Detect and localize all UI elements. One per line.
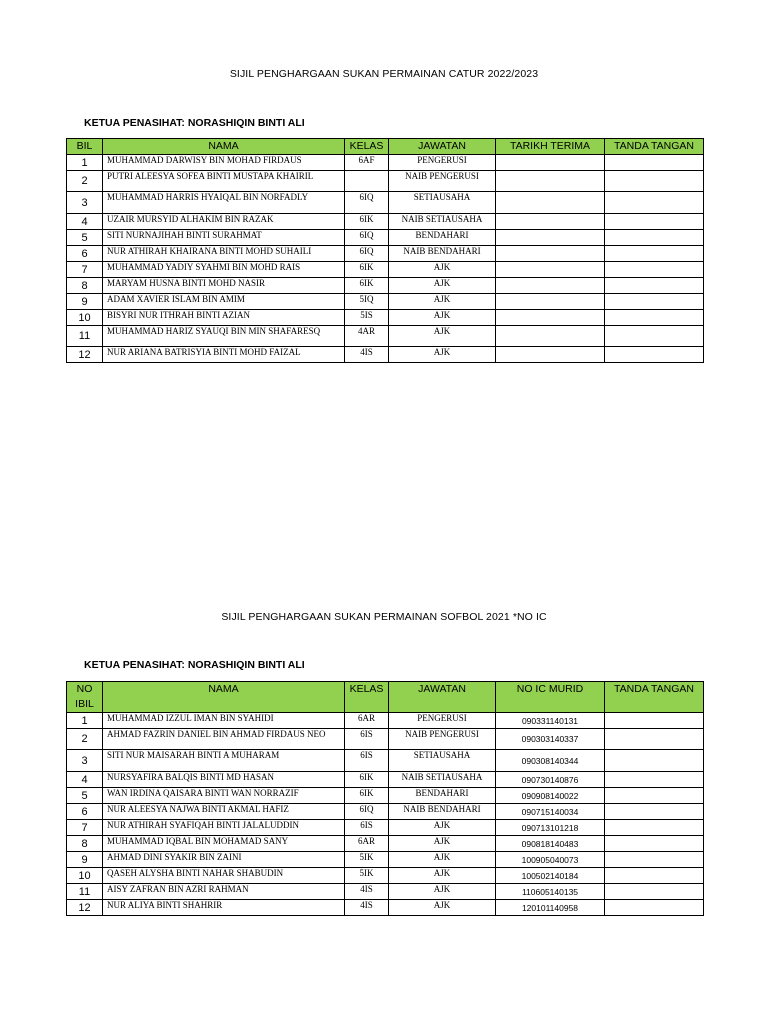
row-position: AJK xyxy=(389,836,496,852)
row-ic-number: 120101140958 xyxy=(496,900,605,916)
row-signature xyxy=(605,214,704,230)
row-name: SITI NURNAJIHAH BINTI SURAHMAT xyxy=(103,230,345,246)
row-ic-number: 090331140131 xyxy=(496,713,605,729)
row-name: NUR ALEESYA NAJWA BINTI AKMAL HAFIZ xyxy=(103,804,345,820)
row-number: 12 xyxy=(67,347,103,363)
header-no-ic-murid: NO IC MURID xyxy=(496,682,605,713)
row-signature xyxy=(605,804,704,820)
row-signature xyxy=(605,729,704,750)
row-name: MUHAMMAD IZZUL IMAN BIN SYAHIDI xyxy=(103,713,345,729)
row-ic-number: 090818140483 xyxy=(496,836,605,852)
row-number: 1 xyxy=(67,713,103,729)
row-number: 6 xyxy=(67,804,103,820)
row-position: NAIB PENGERUSI xyxy=(389,171,496,192)
section2-advisor: KETUA PENASIHAT: NORASHIQIN BINTI ALI xyxy=(84,659,305,671)
row-class: 4IS xyxy=(345,884,389,900)
row-ic-number: 090713101218 xyxy=(496,820,605,836)
row-position: NAIB PENGERUSI xyxy=(389,729,496,750)
row-class: 6IK xyxy=(345,262,389,278)
header-nama: NAMA xyxy=(103,139,345,155)
row-class xyxy=(345,171,389,192)
row-name: PUTRI ALEESYA SOFEA BINTI MUSTAPA KHAIRIL xyxy=(103,171,345,192)
row-class: 5IK xyxy=(345,852,389,868)
section1-advisor: KETUA PENASIHAT: NORASHIQIN BINTI ALI xyxy=(84,117,305,129)
row-name: NURSYAFIRA BALQIS BINTI MD HASAN xyxy=(103,772,345,788)
row-name: NUR ATHIRAH KHAIRANA BINTI MOHD SUHAILI xyxy=(103,246,345,262)
row-signature xyxy=(605,262,704,278)
row-date-received xyxy=(496,192,605,214)
section1-title: SIJIL PENGHARGAAN SUKAN PERMAINAN CATUR 2022/2023 xyxy=(229,68,539,80)
row-position: AJK xyxy=(389,278,496,294)
row-number: 11 xyxy=(67,884,103,900)
row-signature xyxy=(605,852,704,868)
row-position: PENGERUSI xyxy=(389,713,496,729)
row-class: 4AR xyxy=(345,326,389,347)
header-jawatan: JAWATAN xyxy=(389,139,496,155)
row-number: 4 xyxy=(67,772,103,788)
row-class: 6AR xyxy=(345,713,389,729)
header-tanda-tangan: TANDA TANGAN xyxy=(605,682,704,713)
row-ic-number: 100502140184 xyxy=(496,868,605,884)
row-position: AJK xyxy=(389,900,496,916)
row-class: 4IS xyxy=(345,900,389,916)
row-class: 6AR xyxy=(345,836,389,852)
row-date-received xyxy=(496,171,605,192)
table-row xyxy=(67,868,704,884)
row-name: WAN IRDINA QAISARA BINTI WAN NORRAZIF xyxy=(103,788,345,804)
row-signature xyxy=(605,788,704,804)
header-kelas: KELAS xyxy=(345,139,389,155)
row-number: 5 xyxy=(67,788,103,804)
row-position: AJK xyxy=(389,820,496,836)
row-number: 3 xyxy=(67,192,103,214)
table-row xyxy=(67,347,704,363)
row-number: 4 xyxy=(67,214,103,230)
row-signature xyxy=(605,326,704,347)
row-position: AJK xyxy=(389,347,496,363)
row-name: MUHAMMAD YADIY SYAHMI BIN MOHD RAIS xyxy=(103,262,345,278)
row-position: PENGERUSI xyxy=(389,155,496,171)
row-ic-number: 100905040073 xyxy=(496,852,605,868)
table-row xyxy=(67,750,704,772)
row-number: 8 xyxy=(67,278,103,294)
table-row xyxy=(67,713,704,729)
row-class: 5IK xyxy=(345,868,389,884)
row-signature xyxy=(605,246,704,262)
row-name: AHMAD DINI SYAKIR BIN ZAINI xyxy=(103,852,345,868)
header-kelas: KELAS xyxy=(345,682,389,713)
row-number: 9 xyxy=(67,852,103,868)
row-signature xyxy=(605,750,704,772)
row-signature xyxy=(605,347,704,363)
row-ic-number: 090303140337 xyxy=(496,729,605,750)
row-name: NUR ALIYA BINTI SHAHRIR xyxy=(103,900,345,916)
table-row xyxy=(67,326,704,347)
table-header-row xyxy=(67,682,704,713)
table-row xyxy=(67,729,704,750)
row-position: BENDAHARI xyxy=(389,788,496,804)
table-row xyxy=(67,262,704,278)
row-position: SETIAUSAHA xyxy=(389,192,496,214)
table-row xyxy=(67,852,704,868)
table-row xyxy=(67,804,704,820)
row-signature xyxy=(605,836,704,852)
row-signature xyxy=(605,294,704,310)
row-position: AJK xyxy=(389,294,496,310)
row-ic-number: 110605140135 xyxy=(496,884,605,900)
row-date-received xyxy=(496,310,605,326)
row-class: 6IQ xyxy=(345,804,389,820)
row-number: 5 xyxy=(67,230,103,246)
row-position: AJK xyxy=(389,852,496,868)
row-signature xyxy=(605,192,704,214)
row-name: SITI NUR MAISARAH BINTI A MUHARAM xyxy=(103,750,345,772)
row-name: AHMAD FAZRIN DANIEL BIN AHMAD FIRDAUS NEO xyxy=(103,729,345,750)
row-name: BISYRI NUR ITHRAH BINTI AZIAN xyxy=(103,310,345,326)
table-row xyxy=(67,884,704,900)
row-number: 2 xyxy=(67,171,103,192)
row-ic-number: 090730140876 xyxy=(496,772,605,788)
row-signature xyxy=(605,820,704,836)
row-class: 6IK xyxy=(345,278,389,294)
row-signature xyxy=(605,900,704,916)
table-row xyxy=(67,836,704,852)
row-position: BENDAHARI xyxy=(389,230,496,246)
row-number: 2 xyxy=(67,729,103,750)
row-ic-number: 090308140344 xyxy=(496,750,605,772)
row-position: AJK xyxy=(389,884,496,900)
table-row xyxy=(67,772,704,788)
table-row xyxy=(67,192,704,214)
row-number: 8 xyxy=(67,836,103,852)
row-ic-number: 090715140034 xyxy=(496,804,605,820)
header-bil: BIL xyxy=(67,139,103,155)
header-jawatan: JAWATAN xyxy=(389,682,496,713)
row-date-received xyxy=(496,262,605,278)
table-row xyxy=(67,278,704,294)
section2-table xyxy=(66,681,704,916)
table-row xyxy=(67,230,704,246)
row-signature xyxy=(605,868,704,884)
header-tanda-tangan: TANDA TANGAN xyxy=(605,139,704,155)
row-signature xyxy=(605,230,704,246)
row-class: 6IK xyxy=(345,772,389,788)
row-position: NAIB SETIAUSAHA xyxy=(389,214,496,230)
row-class: 6IK xyxy=(345,788,389,804)
row-position: AJK xyxy=(389,868,496,884)
row-position: NAIB BENDAHARI xyxy=(389,804,496,820)
row-number: 10 xyxy=(67,310,103,326)
row-signature xyxy=(605,155,704,171)
table-row xyxy=(67,294,704,310)
section2-title: SIJIL PENGHARGAAN SUKAN PERMAINAN SOFBOL 2021 *NO IC xyxy=(221,611,547,623)
row-class: 6IQ xyxy=(345,246,389,262)
row-position: NAIB BENDAHARI xyxy=(389,246,496,262)
row-date-received xyxy=(496,230,605,246)
row-date-received xyxy=(496,294,605,310)
table-header-row xyxy=(67,139,704,155)
header-nama: NAMA xyxy=(103,682,345,713)
row-number: 6 xyxy=(67,246,103,262)
row-position: AJK xyxy=(389,262,496,278)
table-row xyxy=(67,310,704,326)
row-date-received xyxy=(496,278,605,294)
row-name: NUR ARIANA BATRISYIA BINTI MOHD FAIZAL xyxy=(103,347,345,363)
row-class: 5IQ xyxy=(345,294,389,310)
row-name: ADAM XAVIER ISLAM BIN AMIM xyxy=(103,294,345,310)
table-row xyxy=(67,246,704,262)
row-position: AJK xyxy=(389,326,496,347)
row-date-received xyxy=(496,347,605,363)
row-signature xyxy=(605,171,704,192)
row-class: 6IK xyxy=(345,214,389,230)
row-signature xyxy=(605,278,704,294)
table-row xyxy=(67,820,704,836)
table-row xyxy=(67,900,704,916)
row-position: SETIAUSAHA xyxy=(389,750,496,772)
row-class: 6IS xyxy=(345,750,389,772)
row-signature xyxy=(605,713,704,729)
row-name: UZAIR MURSYID ALHAKIM BIN RAZAK xyxy=(103,214,345,230)
row-date-received xyxy=(496,155,605,171)
table-row xyxy=(67,171,704,192)
row-class: 4IS xyxy=(345,347,389,363)
row-name: MARYAM HUSNA BINTI MOHD NASIR xyxy=(103,278,345,294)
row-name: MUHAMMAD HARRIS HYAIQAL BIN NORFADLY xyxy=(103,192,345,214)
row-number: 3 xyxy=(67,750,103,772)
row-number: 1 xyxy=(67,155,103,171)
row-position: AJK xyxy=(389,310,496,326)
row-name: AISY ZAFRAN BIN AZRI RAHMAN xyxy=(103,884,345,900)
row-class: 6IQ xyxy=(345,230,389,246)
row-name: NUR ATHIRAH SYAFIQAH BINTI JALALUDDIN xyxy=(103,820,345,836)
table-row xyxy=(67,214,704,230)
row-name: MUHAMMAD DARWISY BIN MOHAD FIRDAUS xyxy=(103,155,345,171)
row-number: 9 xyxy=(67,294,103,310)
section1-table xyxy=(66,138,704,363)
row-number: 10 xyxy=(67,868,103,884)
row-class: 6AF xyxy=(345,155,389,171)
row-position: NAIB SETIAUSAHA xyxy=(389,772,496,788)
row-date-received xyxy=(496,246,605,262)
row-date-received xyxy=(496,326,605,347)
row-ic-number: 090908140022 xyxy=(496,788,605,804)
header-tarikh-terima: TARIKH TERIMA xyxy=(496,139,605,155)
row-number: 12 xyxy=(67,900,103,916)
header-no-bil: NO IBIL xyxy=(67,682,103,713)
row-date-received xyxy=(496,214,605,230)
row-name: MUHAMMAD HARIZ SYAUQI BIN MIN SHAFARESQ xyxy=(103,326,345,347)
table-row xyxy=(67,155,704,171)
row-class: 5IS xyxy=(345,310,389,326)
row-name: QASEH ALYSHA BINTI NAHAR SHABUDIN xyxy=(103,868,345,884)
row-number: 11 xyxy=(67,326,103,347)
row-class: 6IS xyxy=(345,820,389,836)
row-class: 6IQ xyxy=(345,192,389,214)
row-number: 7 xyxy=(67,262,103,278)
row-signature xyxy=(605,884,704,900)
row-name: MUHAMMAD IQBAL BIN MOHAMAD SANY xyxy=(103,836,345,852)
row-number: 7 xyxy=(67,820,103,836)
row-class: 6IS xyxy=(345,729,389,750)
table-row xyxy=(67,788,704,804)
row-signature xyxy=(605,310,704,326)
row-signature xyxy=(605,772,704,788)
